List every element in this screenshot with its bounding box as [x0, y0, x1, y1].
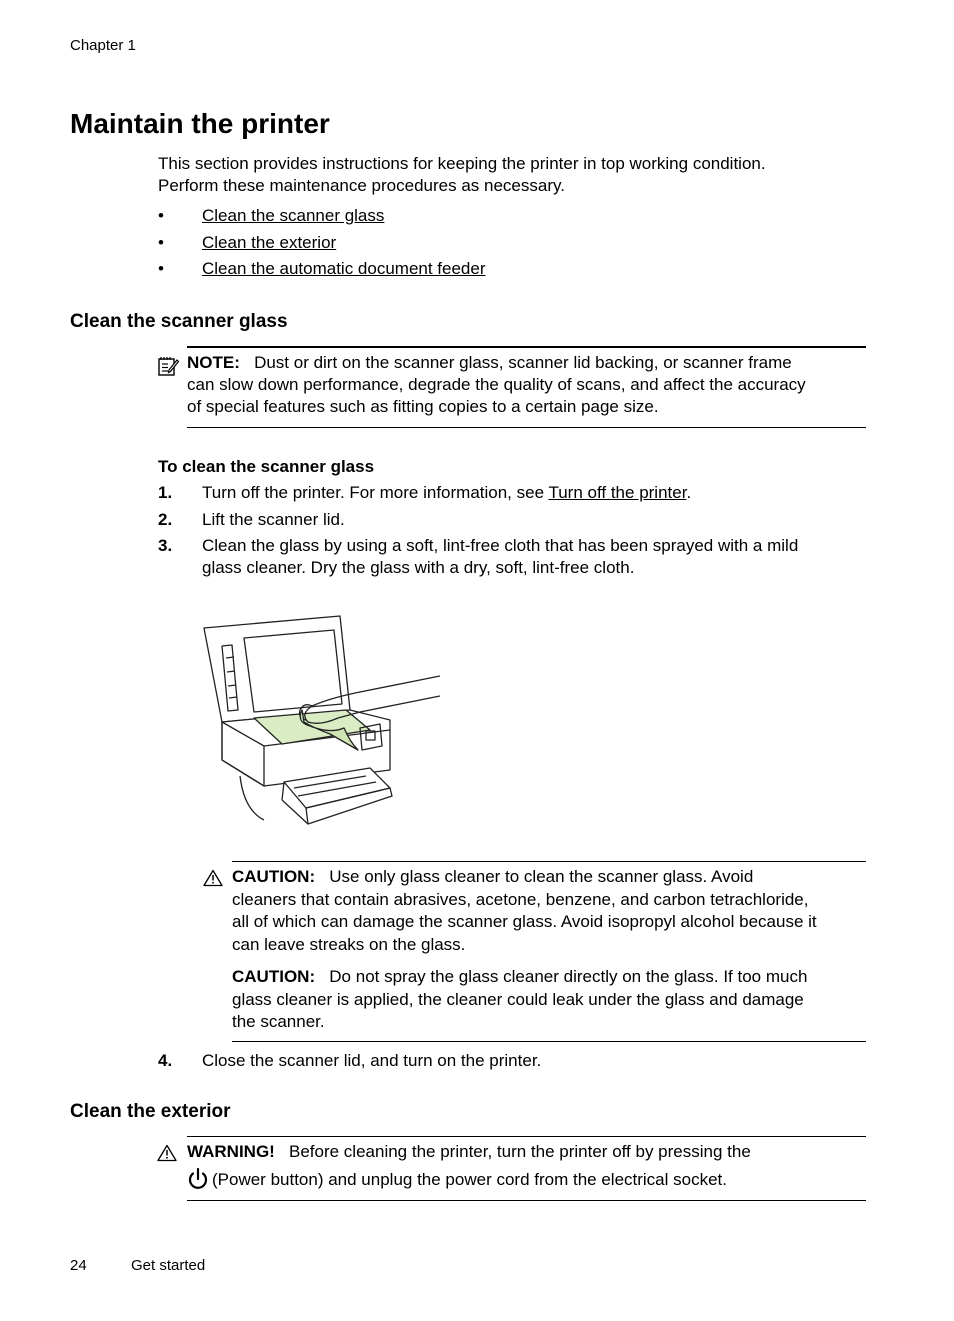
step-text [202, 482, 862, 504]
link-clean-exterior[interactable]: Clean the exterior [202, 232, 337, 252]
topic-list [158, 206, 858, 286]
note-line-2: can slow down performance, degrade the quality of scans, and affect the accuracy [187, 375, 806, 394]
list-item [158, 259, 858, 286]
caution-block-1 [232, 866, 868, 956]
link-clean-scanner-glass[interactable]: Clean the scanner glass [202, 206, 385, 225]
caution-1-line-2: cleaners that contain abrasives, acetone, benzene, and carbon tetrachloride, [232, 889, 809, 909]
link-turn-off-printer[interactable]: Turn off the printer [548, 483, 687, 502]
intro-line-1: This section provides instructions for keeping the printer in top working condition. [158, 154, 766, 173]
step-text [202, 535, 862, 579]
list-item [158, 206, 858, 233]
intro-paragraph [158, 153, 858, 197]
step-text: Lift the scanner lid. [202, 510, 345, 529]
step-3-line-2: glass cleaner. Dry the glass with a dry, soft, lint-free cloth. [202, 558, 635, 577]
caution-1-line-1: Use only glass cleaner to clean the scanner glass. Avoid [329, 867, 754, 886]
caution-bottom-rule [232, 1041, 866, 1042]
warning-top-rule [187, 1136, 866, 1137]
bullet-mark: • [158, 206, 164, 225]
note-icon [157, 355, 179, 377]
caution-1-line-4: can leave streaks on the glass. [232, 934, 466, 954]
printer-cleaning-illustration [200, 610, 440, 830]
caution-label: CAUTION: [232, 867, 316, 886]
step-text: Close the scanner lid, and turn on the printer. [202, 1051, 542, 1070]
warning-icon [157, 1144, 177, 1162]
note-line-1: Dust or dirt on the scanner glass, scanner lid backing, or scanner frame [254, 353, 792, 372]
page-number: 24 [70, 1257, 87, 1274]
step-number: 1. [158, 483, 173, 502]
link-clean-adf[interactable]: Clean the automatic document feeder [202, 259, 486, 278]
caution-top-rule [232, 861, 866, 862]
running-header: Chapter 1 [70, 37, 136, 54]
warning-block [187, 1141, 867, 1163]
step-3 [158, 535, 858, 581]
step-text-before: Turn off the printer. For more information, see [202, 483, 549, 502]
warning-line-1: Before cleaning the printer, turn the printer off by pressing the [289, 1142, 751, 1161]
note-line-3: of special features such as fitting copies to a certain page size. [187, 397, 659, 416]
procedure-title: To clean the scanner glass [158, 457, 375, 476]
caution-icon [203, 869, 223, 887]
footer-section: Get started [131, 1257, 206, 1274]
intro-line-2: Perform these maintenance procedures as necessary. [158, 176, 565, 195]
step-3-line-1: Clean the glass by using a soft, lint-free cloth that has been sprayed with a mild [202, 536, 799, 555]
step-4 [158, 1050, 858, 1072]
warning-line-2: (Power button) and unplug the power cord from the electrical socket. [212, 1170, 727, 1189]
step-text-after: . [686, 483, 692, 502]
step-number: 2. [158, 510, 173, 529]
note-block [187, 352, 867, 418]
caution-2-line-3: the scanner. [232, 1012, 325, 1032]
caution-2-line-1: Do not spray the glass cleaner directly on the glass. If too much [329, 967, 808, 986]
caution-2-line-2: glass cleaner is applied, the cleaner could leak under the glass and damage [232, 989, 804, 1009]
step-number: 3. [158, 536, 173, 555]
section-heading-exterior: Clean the exterior [70, 1101, 231, 1122]
caution-block-2 [232, 966, 868, 1034]
bullet-mark: • [158, 259, 164, 278]
warning-bottom-rule [187, 1200, 866, 1201]
note-bottom-rule [187, 427, 866, 428]
step-number: 4. [158, 1051, 173, 1070]
bullet-mark: • [158, 232, 164, 252]
caution-label: CAUTION: [232, 967, 316, 986]
step-1 [158, 482, 858, 504]
list-item [158, 233, 858, 260]
note-label: NOTE: [187, 353, 240, 372]
section-heading-scanner-glass: Clean the scanner glass [70, 311, 288, 332]
caution-1-line-3: all of which can damage the scanner glass. Avoid isopropyl alcohol because it [232, 912, 817, 932]
warning-line-2-row [187, 1166, 867, 1194]
warning-label: WARNING! [187, 1142, 275, 1161]
power-icon [187, 1167, 209, 1191]
page-title: Maintain the printer [70, 108, 330, 139]
note-top-rule [187, 346, 866, 348]
step-2 [158, 509, 858, 531]
